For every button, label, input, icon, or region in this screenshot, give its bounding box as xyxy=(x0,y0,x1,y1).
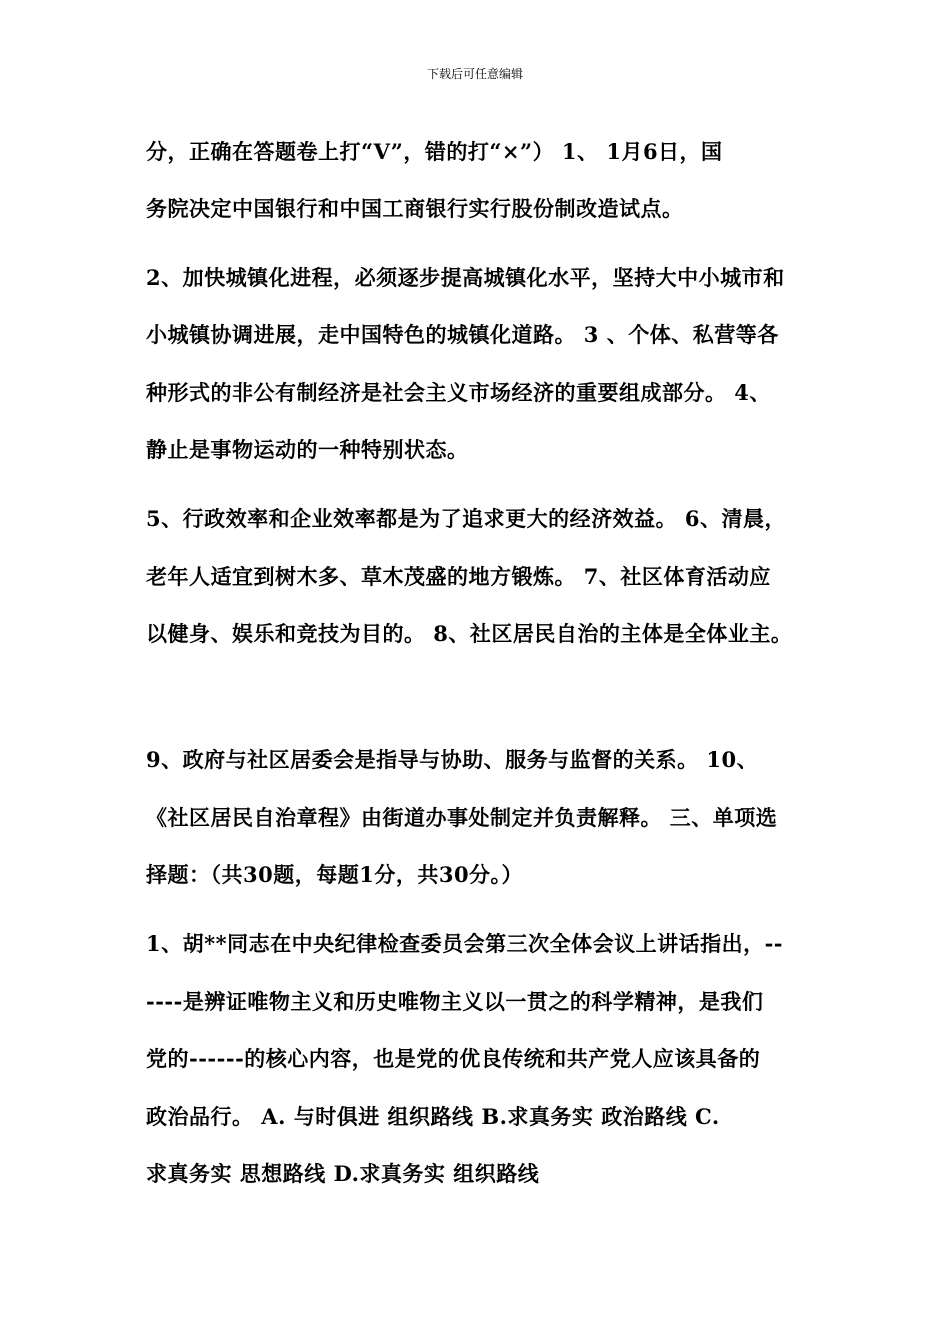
text-line: ----是辨证唯物主义和历史唯物主义以一贯之的科学精神，是我们 xyxy=(146,989,764,1014)
text-line: 党的------的核心内容，也是党的优良传统和共产党人应该具备的 xyxy=(146,1046,761,1071)
text-line: 1、胡**同志在中央纪律检查委员会第三次全体会议上讲话指出，-- xyxy=(146,931,784,956)
text-line: 择题：（共30题，每题1分，共30分。） xyxy=(146,862,524,887)
text-line: 求真务实 思想路线 D.求真务实 组织路线 xyxy=(146,1161,540,1186)
text-line: 9、政府与社区居委会是指导与协助、服务与监督的关系。 10、 xyxy=(146,747,759,772)
text-line: 老年人适宜到树木多、草木茂盛的地方锻炼。 7、社区体育活动应 xyxy=(146,564,771,589)
page-header: 下载后可任意编辑 xyxy=(426,67,523,81)
text-line: 2、加快城镇化进程，必须逐步提高城镇化水平，坚持大中小城市和 xyxy=(146,265,785,290)
text-line: 小城镇协调进展，走中国特色的城镇化道路。 3 、个体、私营等各 xyxy=(146,322,779,347)
text-line: 静止是事物运动的一种特别状态。 xyxy=(146,437,469,462)
text-line: 5、行政效率和企业效率都是为了追求更大的经济效益。 6、清晨， xyxy=(146,506,787,531)
text-line: 分，正确在答题卷上打“V”，错的打“×”） 1、 1月6日，国 xyxy=(146,139,723,164)
text-line: 以健身、娱乐和竞技为目的。 8、社区居民自治的主体是全体业主。 xyxy=(146,621,793,646)
text-line: 《社区居民自治章程》由街道办事处制定并负责解释。 三、单项选 xyxy=(146,805,778,830)
text-line: 种形式的非公有制经济是社会主义市场经济的重要组成部分。 4、 xyxy=(146,380,771,405)
text-line: 政治品行。 A. 与时俱进 组织路线 B.求真务实 政治路线 C. xyxy=(146,1104,720,1129)
text-line: 务院决定中国银行和中国工商银行实行股份制改造试点。 xyxy=(146,196,684,221)
